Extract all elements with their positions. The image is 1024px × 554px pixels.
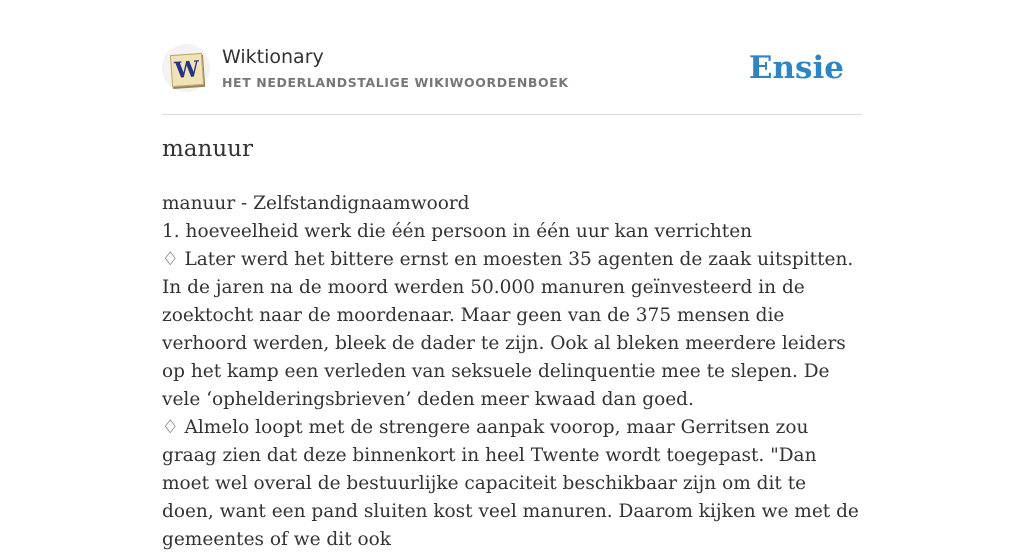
site-tagline: HET NEDERLANDSTALIGE WIKIWOORDENBOEK (222, 75, 569, 90)
site-header (162, 44, 862, 115)
definition: 1. hoeveelheid werk die één persoon in één uur kan verrichten (162, 221, 753, 242)
example-sentence: ♢ Almelo loopt met de strengere aanpak voorop, maar Gerritsen zou graag zien dat deze binnenkort in heel Twente wordt toegepast. "Dan moet wel overal de bestuurlijke capaciteit beschikbaar zijn om dit te doen, want een pand sluiten kost veel manuren. Daarom kijken we met de gemeentes of we dit ook (162, 417, 859, 550)
site-name[interactable]: Wiktionary (222, 46, 324, 68)
word-type-line: manuur - Zelfstandignaamwoord (162, 193, 470, 214)
entry-content (162, 190, 862, 554)
page-title: manuur (162, 136, 253, 162)
logo-tile (170, 53, 204, 87)
example-sentence: ♢ Later werd het bittere ernst en moesten 35 agenten de zaak uitspitten. In de jaren na de moord werden 50.000 manuren geïnvesteerd in de zoektocht naar de moordenaar. Maar geen van de 375 mensen die verhoord werden, bleek de dader te zijn. Ook al bleken meerdere leiders op het kamp een verleden van seksuele delinquentie mee te slepen. De vele ‘ophelderingsbrieven’ deden meer kwaad dan goed. (162, 249, 854, 410)
ensie-brand-logo[interactable]: Ensie (748, 50, 844, 86)
logo-letter: W (173, 56, 201, 84)
wiktionary-logo-icon[interactable] (162, 44, 210, 92)
